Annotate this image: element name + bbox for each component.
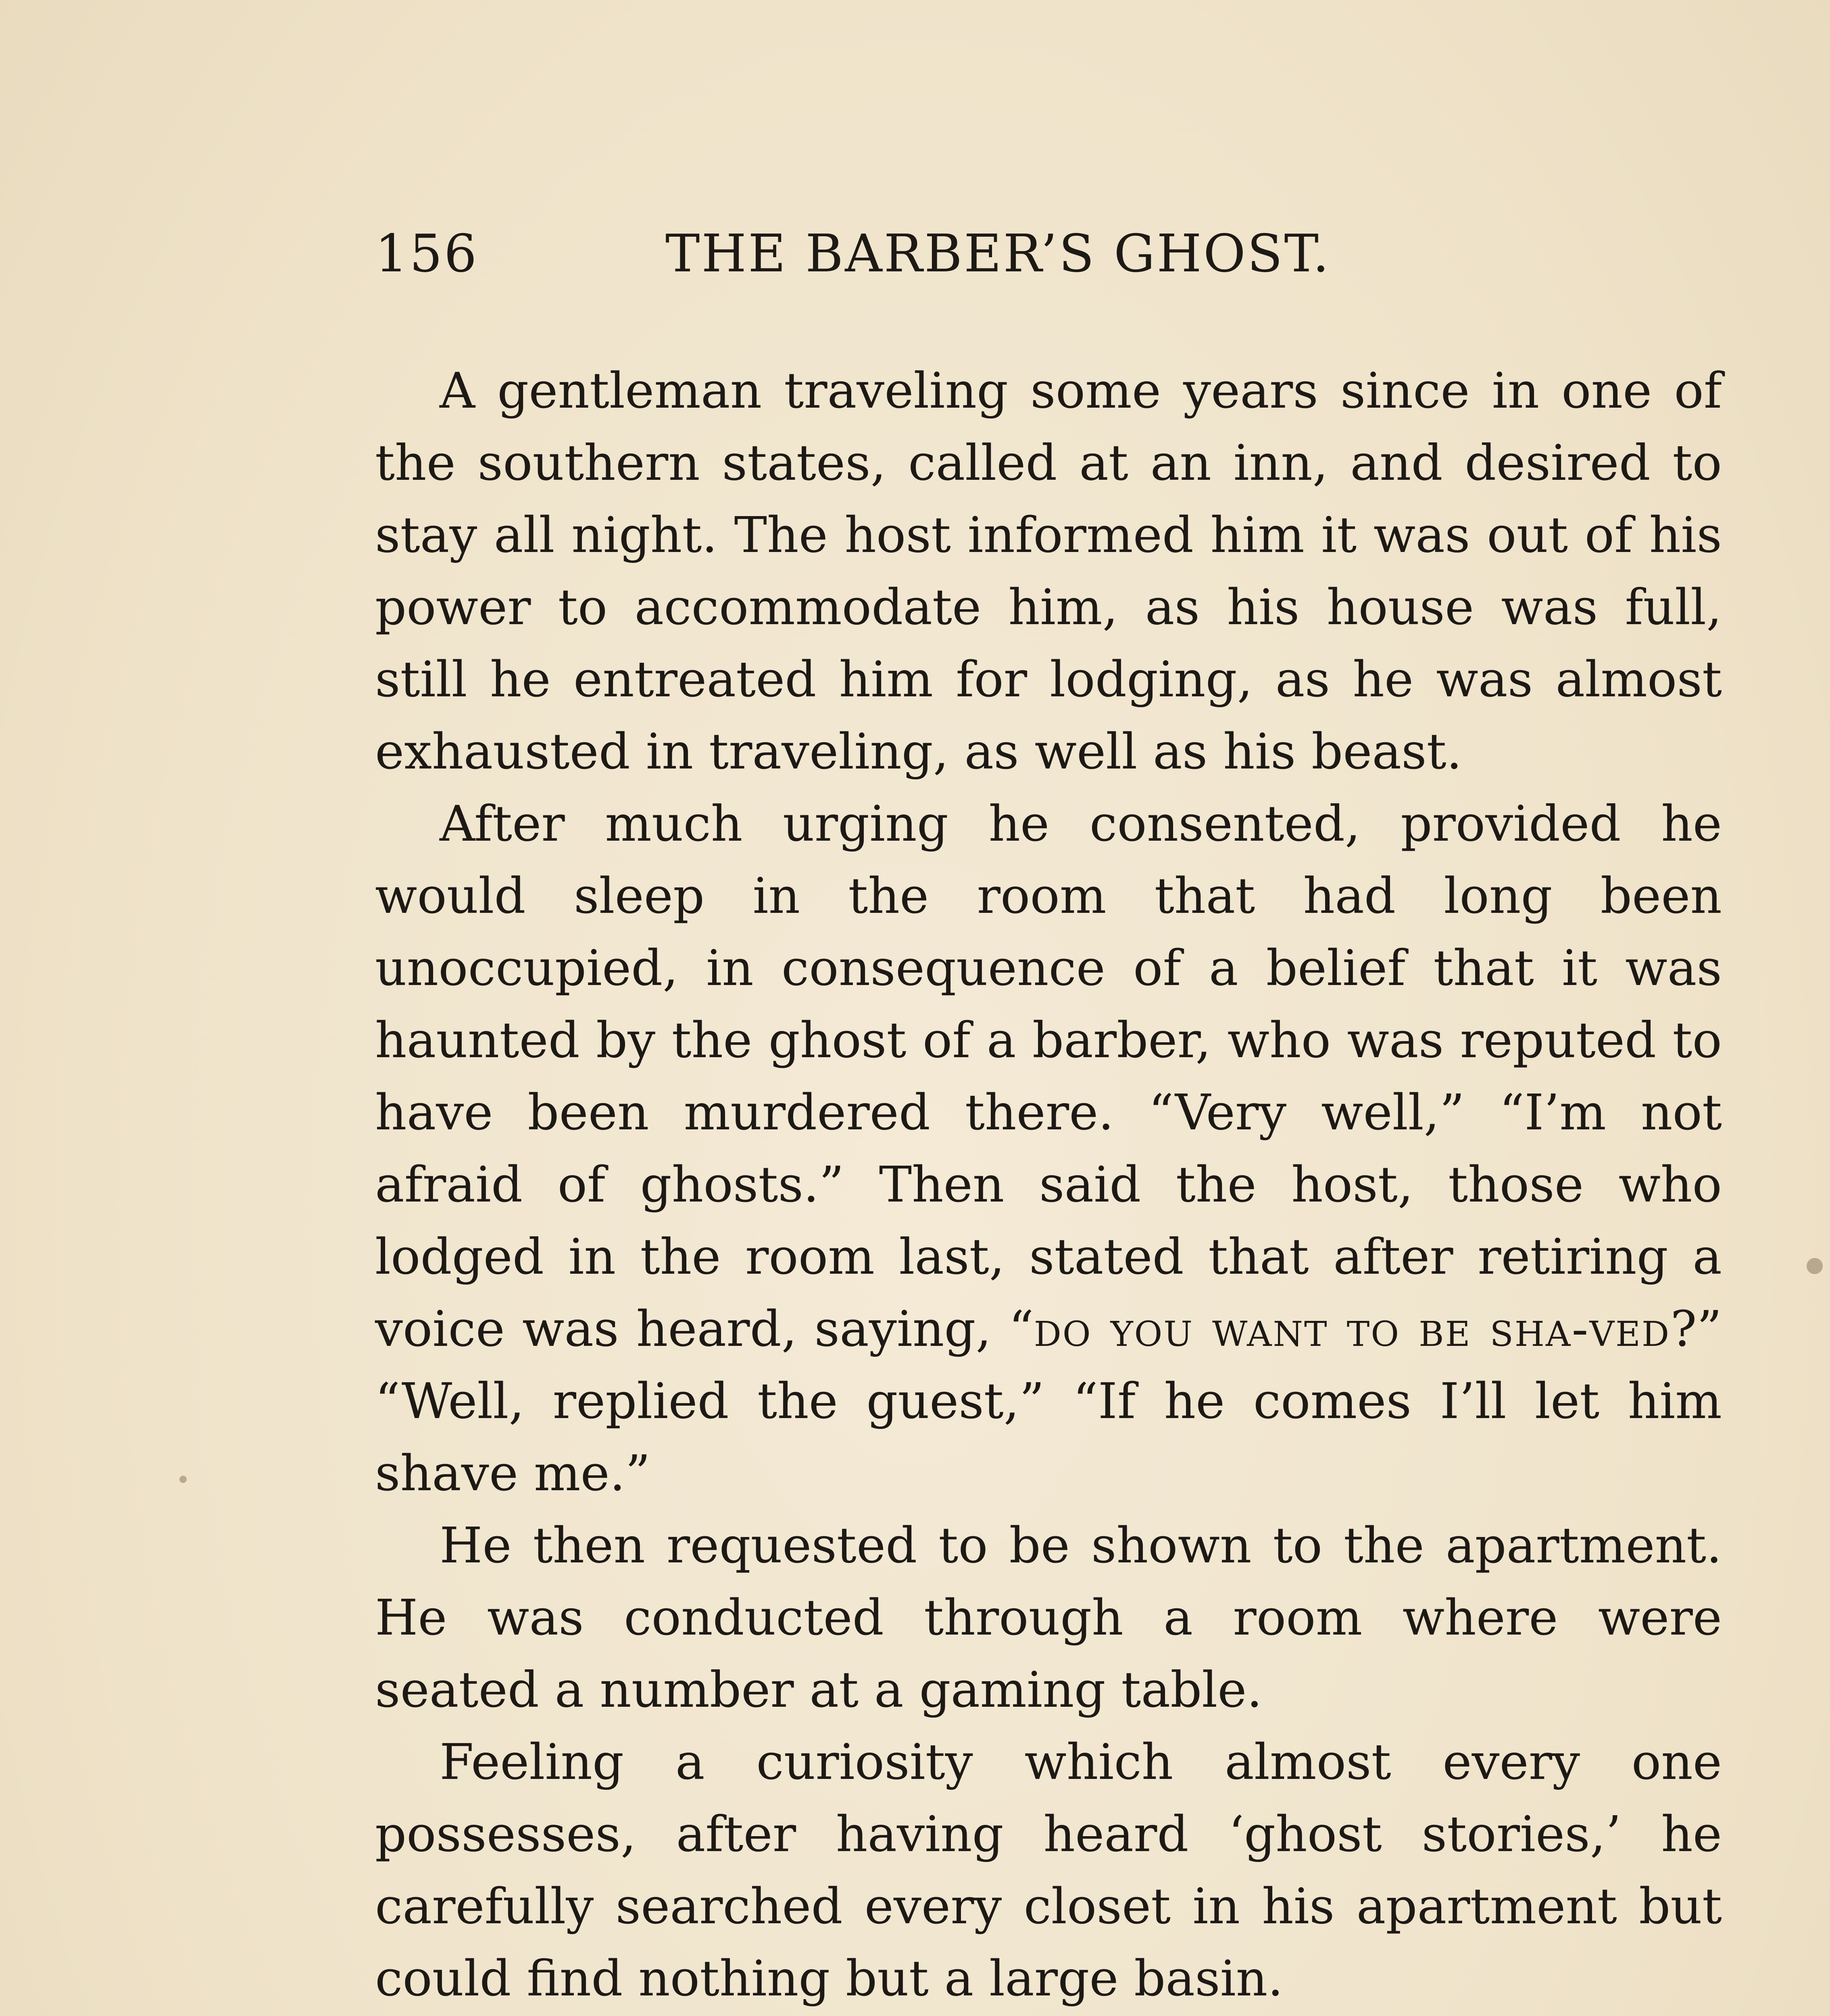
page-number: 156 [375,224,479,284]
paragraph: He then requested to be shown to the apartment. He was conducted through a room where were seated a number at a gaming table. [375,1517,1722,1718]
small-caps-text: do you want to be sha-ved [1034,1300,1671,1358]
paper-speck [1807,1258,1823,1274]
body-text [375,355,1722,2016]
paragraph: A gentleman traveling some years since in one of the southern states, called at an inn, and desired to stay all night. The host informed him it was out of his power to accommodate him, as his house was full, still he entreated him for lodging, as he was almost exhausted in traveling, as well as his beast. [375,362,1722,780]
paragraph: Feeling a curiosity which almost every one possesses, after having heard ‘ghost stories,’ he carefully searched every closet in his apartment but could find nothing but a large basin. [375,1733,1722,2007]
paragraph-text: After much urging he consented, provided he would sleep in the room that had long been unoccupied, in consequence of a belief that it was haunted by the ghost of a barber, who was reputed to have been murdered there. “Very well,” “I’m not afraid of ghosts.” Then said the host, those who lodged in the room last, stated that after retiring a voice was heard, saying, “ [375,795,1722,1358]
running-title: THE BARBER’S GHOST. [665,224,1331,284]
paragraph [375,788,1722,1510]
paragraph-text: ?” “Well, replied the guest,” “If he comes I’ll let him shave me.” [375,1300,1722,1502]
page-header [375,214,1464,294]
paper-speck [179,1476,187,1483]
